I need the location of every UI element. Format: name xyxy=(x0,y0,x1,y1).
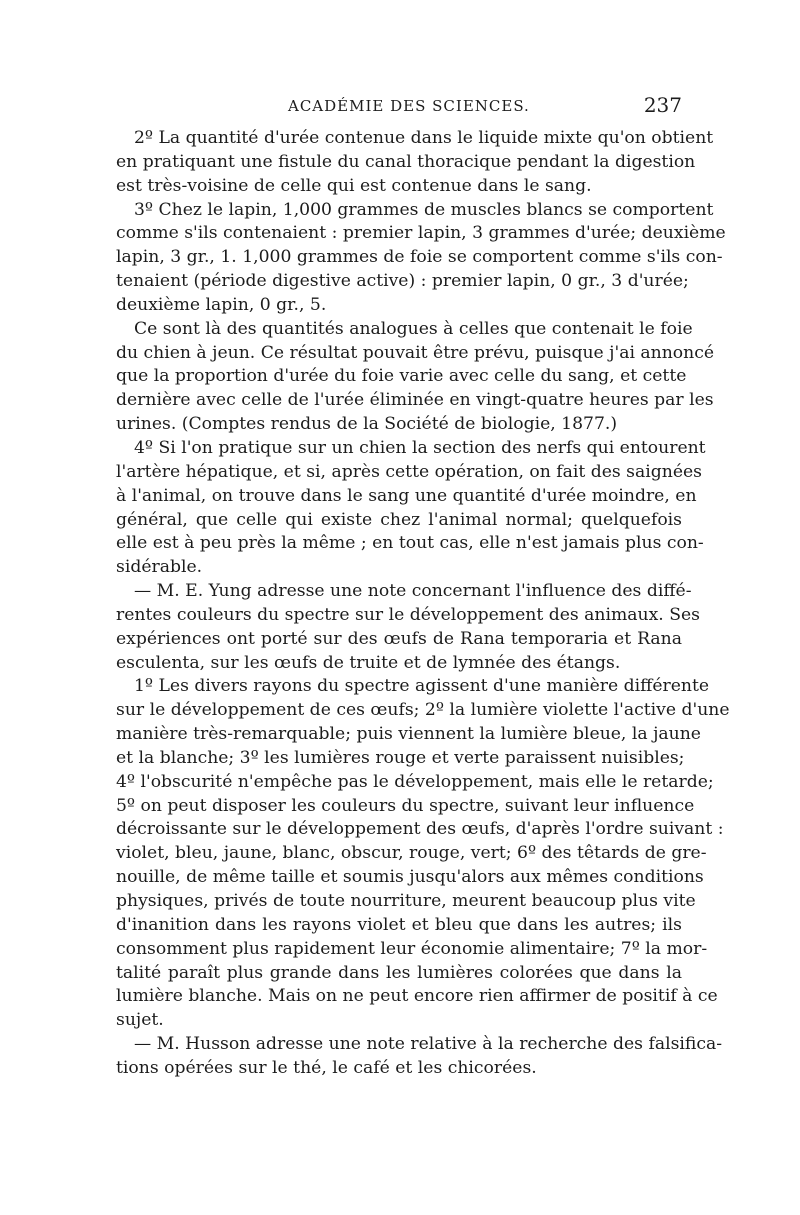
text-line: expériences ont porté sur des œufs de Rana temporaria et Rana xyxy=(116,628,682,649)
text-line: 2º La quantité d'urée contenue dans le liquide mixte qu'on obtient xyxy=(134,128,714,148)
text-line: sujet. xyxy=(116,1010,164,1031)
body-text xyxy=(116,127,730,1081)
page-number: 237 xyxy=(643,93,682,117)
text-line: tenaient (période digestive active) : premier lapin, 0 gr., 3 d'urée; xyxy=(116,271,689,292)
text-line: décroissante sur le développement des œufs, d'après l'ordre suivant : xyxy=(116,819,724,840)
text-line: en pratiquant une fistule du canal thoracique pendant la digestion xyxy=(116,151,696,172)
text-line: et la blanche; 3º les lumières rouge et verte paraissent nuisibles; xyxy=(116,747,685,768)
text-line: esculenta, sur les œufs de truite et de lymnée des étangs. xyxy=(116,652,621,673)
text-line: du chien à jeun. Ce résultat pouvait être prévu, puisque j'ai annoncé xyxy=(116,342,715,363)
text-line: à l'animal, on trouve dans le sang une quantité d'urée moindre, en xyxy=(116,485,697,506)
text-line: talité paraît plus grande dans les lumières colorées que dans la xyxy=(116,962,682,983)
text-line: général, que celle qui existe chez l'animal normal; quelquefois xyxy=(116,509,682,530)
text-line: comme s'ils contenaient : premier lapin, 3 grammes d'urée; deuxième xyxy=(116,223,726,244)
text-line: nouille, de même taille et soumis jusqu'alors aux mêmes conditions xyxy=(116,867,704,888)
text-line: 5º on peut disposer les couleurs du spectre, suivant leur influence xyxy=(116,795,695,816)
page-header xyxy=(116,93,682,127)
text-line: que la proportion d'urée du foie varie avec celle du sang, et cette xyxy=(116,366,687,387)
text-line: urines. (Comptes rendus de la Société de biologie, 1877.) xyxy=(116,414,618,435)
text-line: 4º Si l'on pratique sur un chien la section des nerfs qui entourent xyxy=(134,437,706,458)
text-line: l'artère hépatique, et si, après cette opération, on fait des saignées xyxy=(116,461,702,482)
text-line: manière très-remarquable; puis viennent la lumière bleue, la jaune xyxy=(116,724,701,745)
text-line: Ce sont là des quantités analogues à celles que contenait le foie xyxy=(134,318,693,339)
text-line: sur le développement de ces œufs; 2º la lumière violette l'active d'une xyxy=(116,700,730,721)
text-line: physiques, privés de toute nourriture, meurent beaucoup plus vite xyxy=(116,891,696,911)
text-line: lapin, 3 gr., 1. 1,000 grammes de foie se comportent comme s'ils con- xyxy=(116,247,723,268)
text-line: elle est à peu près la même ; en tout cas, elle n'est jamais plus con- xyxy=(116,533,704,554)
text-line: — M. Husson adresse une note relative à la recherche des falsifica- xyxy=(134,1034,723,1055)
text-line: 3º Chez le lapin, 1,000 grammes de muscles blancs se comportent xyxy=(134,199,714,220)
text-line: rentes couleurs du spectre sur le développement des animaux. Ses xyxy=(116,604,700,625)
text-line: 1º Les divers rayons du spectre agissent d'une manière différente xyxy=(134,676,710,697)
text-line: sidérable. xyxy=(116,557,203,578)
text-line: — M. E. Yung adresse une note concernant l'influence des diffé- xyxy=(134,581,692,602)
text-line: est très-voisine de celle qui est contenue dans le sang. xyxy=(116,175,592,196)
text-line: tions opérées sur le thé, le café et les chicorées. xyxy=(116,1057,537,1078)
text-line: dernière avec celle de l'urée éliminée en vingt-quatre heures par les xyxy=(116,390,714,411)
text-line: d'inanition dans les rayons violet et bleu que dans les autres; ils xyxy=(116,914,682,935)
running-title: ACADÉMIE DES SCIENCES. xyxy=(288,97,530,115)
text-line: consomment plus rapidement leur économie alimentaire; 7º la mor- xyxy=(116,938,708,959)
text-line: deuxième lapin, 0 gr., 5. xyxy=(116,294,327,315)
text-line: 4º l'obscurité n'empêche pas le développement, mais elle le retarde; xyxy=(116,771,714,792)
text-line: violet, bleu, jaune, blanc, obscur, rouge, vert; 6º des têtards de gre- xyxy=(116,843,707,864)
text-line: lumière blanche. Mais on ne peut encore rien affirmer de positif à ce xyxy=(116,986,718,1007)
